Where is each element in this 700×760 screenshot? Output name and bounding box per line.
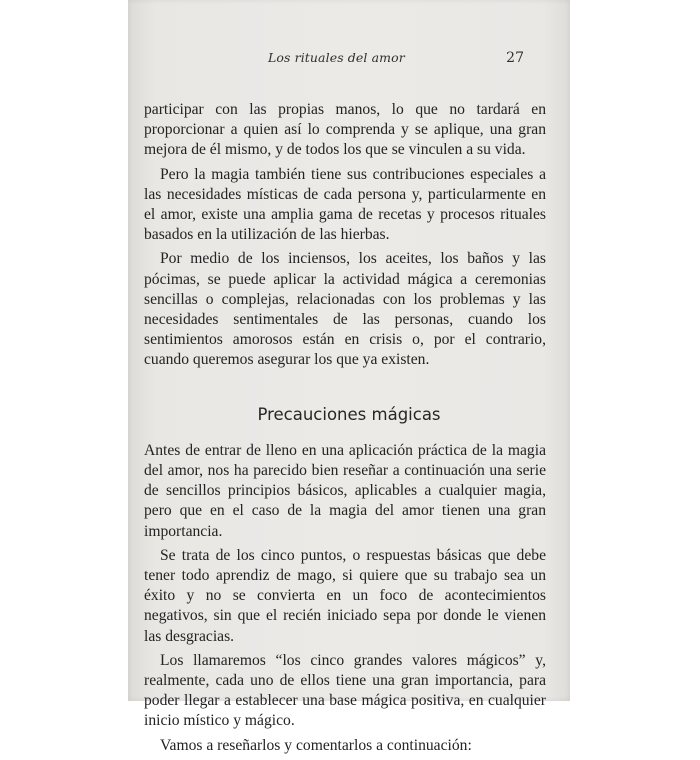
page-body bbox=[144, 100, 546, 760]
paragraph-1: participar con las propias manos, lo que no tardará en proporcionar a quien así lo comprenda y se aplique, una gran mejora de él mismo, y de todos los que se vinculen a su vida. bbox=[144, 101, 546, 159]
book-page bbox=[128, 0, 570, 754]
paragraph-7: Vamos a reseñarlos y comentarlos a continuación: bbox=[160, 736, 472, 754]
section-heading: Precauciones mágicas bbox=[257, 404, 441, 424]
paragraph-6: Los llamaremos “los cinco grandes valores mágicos” y, realmente, cada uno de ellos tiene una gran importancia, para poder llegar a establecer una base mágica positiva, en cualquier inicio místico y mágico. bbox=[144, 651, 546, 730]
running-title: Los rituales del amor bbox=[268, 50, 405, 65]
paragraph-4: Antes de entrar de lleno en una aplicación práctica de la magia del amor, nos ha parecido bien reseñar a continuación una serie de sencillos principios básicos, aplicables a cualquier magia, pero que en el caso de la magia del amor tienen una gran importancia. bbox=[144, 441, 546, 540]
paragraph-5: Se trata de los cinco puntos, o respuestas básicas que debe tener todo aprendiz de mago, si quiere que su trabajo sea un éxito y no se convierta en un foco de acontecimientos negativos, sin que el recién iniciado sepa por donde le vienen las desgracias. bbox=[144, 546, 546, 645]
paragraph-3: Por medio de los inciensos, los aceites, los baños y las pócimas, se puede aplicar la actividad mágica a ceremonias sencillas o complejas, relacionadas con los problemas y las necesidades sentimentales de las personas, cuando los sentimientos amorosos están en crisis o, por el contrario, cuando queremos asegurar los que ya existen. bbox=[144, 250, 546, 369]
paragraph-2: Pero la magia también tiene sus contribuciones especiales a las necesidades místicas de cada persona y, particularmente en el amor, existe una amplia gama de recetas y procesos rituales basados en la utilización de las hierbas. bbox=[144, 165, 546, 244]
running-head bbox=[128, 50, 570, 70]
page-number: 27 bbox=[506, 50, 524, 66]
